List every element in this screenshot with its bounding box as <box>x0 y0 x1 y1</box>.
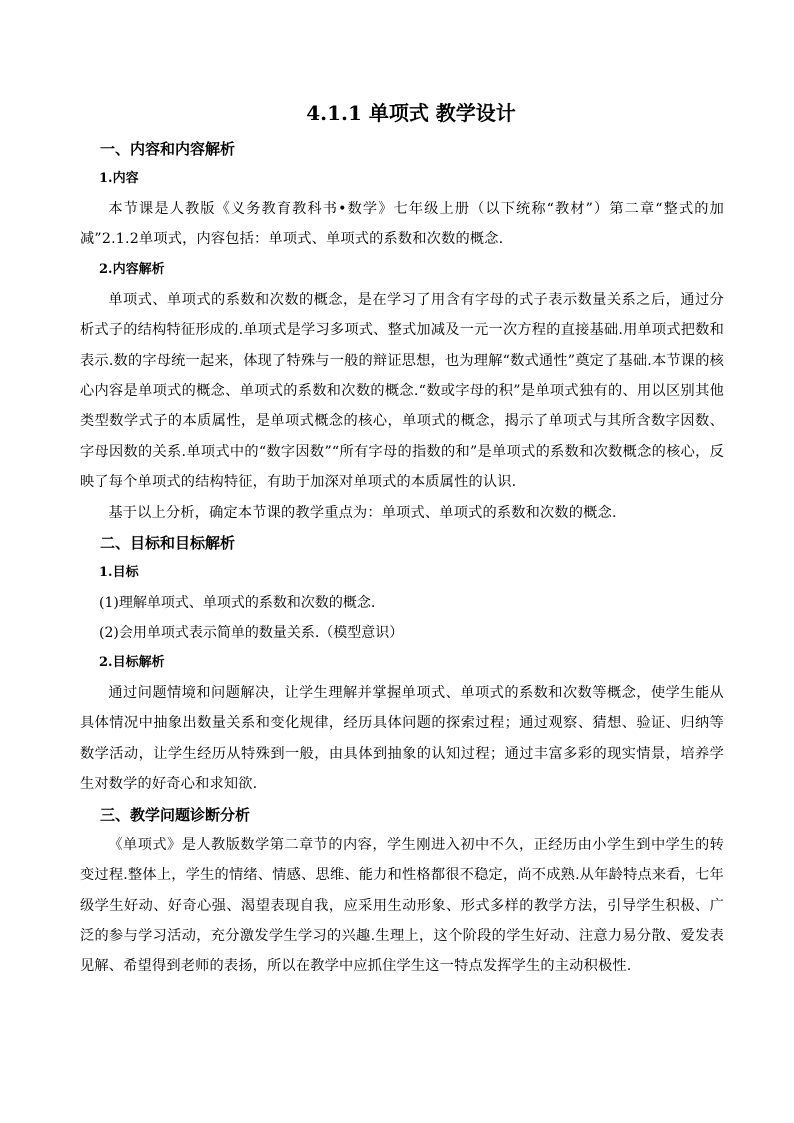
section-goals <box>80 528 724 800</box>
goal-item: (1)理解单项式、单项式的系数和次数的概念. <box>99 595 376 612</box>
paragraph: 单项式、单项式的系数和次数的概念，是在学习了用含有字母的式子表示数量关系之后，通过分析式子的结构特征形成的.单项式是学习多项式、整式加减及一元一次方程的直接基础.用单项式把数和表示.数的字母统一起来，体现了特殊与一般的辩证思想，也为理解“数式通性”奠定了基础.本节课的核心内容是单项式的概念、单项式的系数和次数的概念.“数或字母的积”是单项式独有的、用以区别其他类型数学式子的本质属性，是单项式概念的核心，单项式的概念，揭示了单项式与其所含数字因数、字母因数的关系.单项式中的“数字因数”“所有字母的指数的和”是单项式的系数和次数概念的核心，反映了每个单项式的结构特征，有助于加深对单项式的本质属性的认识. <box>80 291 724 491</box>
section-content <box>80 134 724 528</box>
section-heading: 三、教学问题诊断分析 <box>100 805 251 824</box>
sub-heading-goals: 1.目标 <box>99 565 139 581</box>
section-diagnosis <box>80 800 724 982</box>
section-heading: 二、目标和目标解析 <box>100 534 236 553</box>
sub-heading-goal-analysis: 2.目标解析 <box>99 655 165 671</box>
goal-item: (2)会用单项式表示简单的数量关系.（模型意识） <box>99 625 404 642</box>
paragraph: 本节课是人教版《义务教育教科书•数学》七年级上册（以下统称“教材”）第二章“整式的加减”2.1.2单项式，内容包括：单项式、单项式的系数和次数的概念. <box>80 201 724 248</box>
sub-heading-content: 1.内容 <box>99 171 139 186</box>
section-heading: 一、内容和内容解析 <box>100 140 236 158</box>
paragraph: 基于以上分析，确定本节课的教学重点为：单项式、单项式的系数和次数的概念. <box>108 504 617 521</box>
paragraph: 通过问题情境和问题解决，让学生理解并掌握单项式、单项式的系数和次数等概念，使学生能从具体情况中抽象出数量关系和变化规律，经历具体问题的探索过程；通过观察、猜想、验证、归纳等数学活动，让学生经历从特殊到一般，由具体到抽象的认知过程；通过丰富多彩的现实情景，培养学生对数学的好奇心和求知欲. <box>80 685 724 793</box>
paragraph: 《单项式》是人教版数学第二章节的内容，学生刚进入初中不久，正经历由小学生到中学生的转变过程.整体上，学生的情绪、情感、思维、能力和性格都很不稳定，尚不成熟.从年龄特点来看，七年级学生好动、好奇心强、渴望表现自我，应采用生动形象、形式多样的教学方法，引导学生积极、广泛的参与学习活动，充分激发学生学习的兴趣.生理上，这个阶段的学生好动、注意力易分散、爱发表见解、希望得到老师的表扬，所以在教学中应抓住学生这一特点发挥学生的主动积极性. <box>80 836 724 975</box>
sub-heading-content-analysis: 2.内容解析 <box>99 261 165 277</box>
document-title: 4.1.1 单项式 教学设计 <box>306 101 516 125</box>
